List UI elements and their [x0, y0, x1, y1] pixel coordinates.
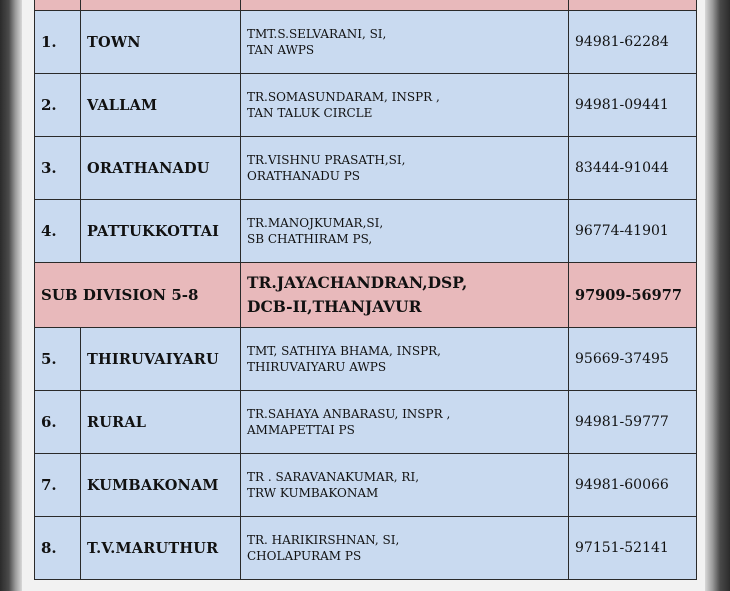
table-row — [35, 11, 697, 74]
table-row — [35, 200, 697, 263]
officer-cell — [241, 454, 569, 517]
officer-posting: TAN AWPS — [247, 43, 315, 57]
serial-number: 8. — [35, 517, 81, 580]
table-cell — [569, 0, 697, 11]
station-name: KUMBAKONAM — [81, 454, 241, 517]
phone-number: 83444-91044 — [569, 137, 697, 200]
officer-posting: SB CHATHIRAM PS, — [247, 232, 373, 246]
officer-cell — [241, 328, 569, 391]
table-cell — [241, 0, 569, 11]
officer-cell — [241, 517, 569, 580]
table-row — [35, 391, 697, 454]
serial-number: 5. — [35, 328, 81, 391]
phone-number: 94981-59777 — [569, 391, 697, 454]
serial-number: 7. — [35, 454, 81, 517]
officer-contact-table — [34, 0, 697, 580]
phone-number: 95669-37495 — [569, 328, 697, 391]
phone-number: 96774-41901 — [569, 200, 697, 263]
officer-name: TR.MANOJKUMAR,SI, — [247, 216, 384, 230]
officer-posting: TRW KUMBAKONAM — [247, 486, 379, 500]
officer-name: TR. HARIKIRSHNAN, SI, — [247, 533, 400, 547]
sub-division-row — [35, 263, 697, 328]
officer-name: TR.VISHNU PRASATH,SI, — [247, 153, 406, 167]
officer-name: TMT.S.SELVARANI, SI, — [247, 27, 387, 41]
officer-posting: AMMAPETTAI PS — [247, 423, 355, 437]
officer-posting: THIRUVAIYARU AWPS — [247, 360, 387, 374]
serial-number: 1. — [35, 11, 81, 74]
station-name: TOWN — [81, 11, 241, 74]
serial-number: 4. — [35, 200, 81, 263]
table-row — [35, 328, 697, 391]
serial-number: 3. — [35, 137, 81, 200]
officer-posting: ORATHANADU PS — [247, 169, 361, 183]
officer-posting: TAN TALUK CIRCLE — [247, 106, 373, 120]
officer-name: TMT, SATHIYA BHAMA, INSPR, — [247, 344, 441, 358]
station-name: THIRUVAIYARU — [81, 328, 241, 391]
table-cell — [35, 0, 81, 11]
table-row — [35, 517, 697, 580]
station-name: PATTUKKOTTAI — [81, 200, 241, 263]
station-name: VALLAM — [81, 74, 241, 137]
serial-number: 6. — [35, 391, 81, 454]
officer-cell — [241, 200, 569, 263]
officer-name: TR.SAHAYA ANBARASU, INSPR , — [247, 407, 451, 421]
table-row — [35, 137, 697, 200]
phone-number: 94981-62284 — [569, 11, 697, 74]
document-frame-right — [705, 0, 730, 591]
sub-division-officer-cell — [241, 263, 569, 328]
document-frame-left — [0, 0, 22, 591]
table-cell — [81, 0, 241, 11]
sub-division-label: SUB DIVISION 5-8 — [35, 263, 241, 328]
station-name: T.V.MARUTHUR — [81, 517, 241, 580]
phone-number: 94981-09441 — [569, 74, 697, 137]
phone-number: 94981-60066 — [569, 454, 697, 517]
officer-name: TR . SARAVANAKUMAR, RI, — [247, 470, 420, 484]
table-row — [35, 74, 697, 137]
serial-number: 2. — [35, 74, 81, 137]
station-name: ORATHANADU — [81, 137, 241, 200]
station-name: RURAL — [81, 391, 241, 454]
officer-name: TR.SOMASUNDARAM, INSPR , — [247, 90, 440, 104]
sub-division-phone: 97909-56977 — [569, 263, 697, 328]
sub-division-officer-name: TR.JAYACHANDRAN,DSP, — [247, 273, 468, 292]
previous-sub-division-row-edge — [35, 0, 697, 11]
sub-division-officer-posting: DCB-II,THANJAVUR — [247, 297, 422, 316]
phone-number: 97151-52141 — [569, 517, 697, 580]
officer-cell — [241, 137, 569, 200]
officer-cell — [241, 11, 569, 74]
document-sheet — [22, 0, 705, 591]
officer-posting: CHOLAPURAM PS — [247, 549, 362, 563]
table-row — [35, 454, 697, 517]
officer-cell — [241, 74, 569, 137]
officer-cell — [241, 391, 569, 454]
